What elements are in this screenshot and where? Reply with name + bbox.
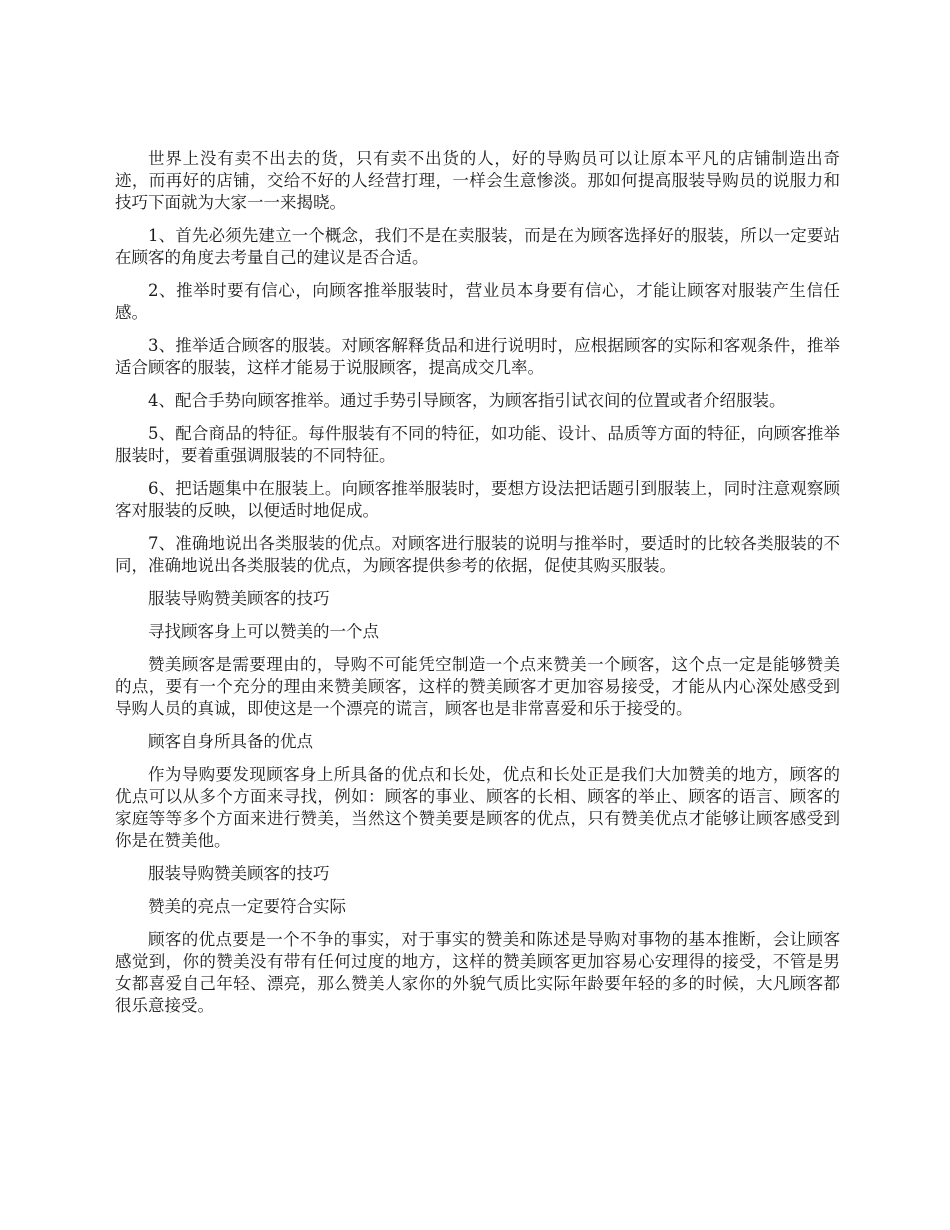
section-heading: 服装导购赞美顾客的技巧 bbox=[148, 589, 330, 608]
tip-7-paragraph: 7、准确地说出各类服装的优点。对顾客进行服装的说明与推举时，要适时的比较各类服装的不同，准确地说出各类服装的优点，为顾客提供参考的依据，促使其购买服装。 bbox=[115, 534, 840, 575]
tip-2-paragraph: 2、推举时要有信心，向顾客推举服装时，营业员本身要有信心，才能让顾客对服装产生信任感。 bbox=[115, 281, 840, 322]
body-paragraph: 赞美顾客是需要理由的，导购不可能凭空制造一个点来赞美一个顾客，这个点一定是能够赞美的点，要有一个充分的理由来赞美顾客，这样的赞美顾客才更加容易接受，才能从内心深处感受到导购人员的真诚，即使这是一个漂亮的谎言，顾客也是非常喜爱和乐于接受的。 bbox=[115, 655, 840, 718]
subsection-heading: 寻找顾客身上可以赞美的一个点 bbox=[148, 622, 379, 641]
body-paragraph: 顾客的优点要是一个不争的事实，对于事实的赞美和陈述是导购对事物的基本推断，会让顾客感觉到，你的赞美没有带有任何过度的地方，这样的赞美顾客更加容易心安理得的接受，不管是男女都喜爱自己年轻、漂亮，那么赞美人家你的外貌气质比实际年龄要年轻的多的时候，大凡顾客都很乐意接受。 bbox=[115, 930, 840, 1015]
subsection-heading: 赞美的亮点一定要符合实际 bbox=[148, 897, 346, 916]
tip-4-paragraph: 4、配合手势向顾客推举。通过手势引导顾客，为顾客指引试衣间的位置或者介绍服装。 bbox=[148, 391, 786, 410]
tip-3-paragraph: 3、推举适合顾客的服装。对顾客解释货品和进行说明时，应根据顾客的实际和客观条件，推举适合顾客的服装，这样才能易于说服顾客，提高成交几率。 bbox=[115, 336, 840, 377]
tip-6-paragraph: 6、把话题集中在服装上。向顾客推举服装时，要想方设法把话题引到服装上，同时注意观察顾客对服装的反映，以便适时地促成。 bbox=[115, 479, 840, 520]
tip-1-paragraph: 1、首先必须先建立一个概念，我们不是在卖服装，而是在为顾客选择好的服装，所以一定要站在顾客的角度去考量自己的建议是否合适。 bbox=[115, 226, 840, 267]
section-heading: 服装导购赞美顾客的技巧 bbox=[148, 864, 330, 883]
subsection-heading: 顾客自身所具备的优点 bbox=[148, 732, 313, 751]
tip-5-paragraph: 5、配合商品的特征。每件服装有不同的特征，如功能、设计、品质等方面的特征，向顾客推举服装时，要着重强调服装的不同特征。 bbox=[115, 424, 840, 465]
document-page bbox=[115, 148, 840, 1028]
intro-paragraph: 世界上没有卖不出去的货，只有卖不出货的人，好的导购员可以让原本平凡的店铺制造出奇迹，而再好的店铺，交给不好的人经营打理，一样会生意惨淡。那如何提高服装导购员的说服力和技巧下面就为大家一一来揭晓。 bbox=[115, 149, 840, 212]
body-paragraph: 作为导购要发现顾客身上所具备的优点和长处，优点和长处正是我们大加赞美的地方，顾客的优点可以从多个方面来寻找，例如：顾客的事业、顾客的长相、顾客的举止、顾客的语言、顾客的家庭等等多个方面来进行赞美，当然这个赞美要是顾客的优点，只有赞美优点才能够让顾客感受到你是在赞美他。 bbox=[115, 765, 840, 850]
